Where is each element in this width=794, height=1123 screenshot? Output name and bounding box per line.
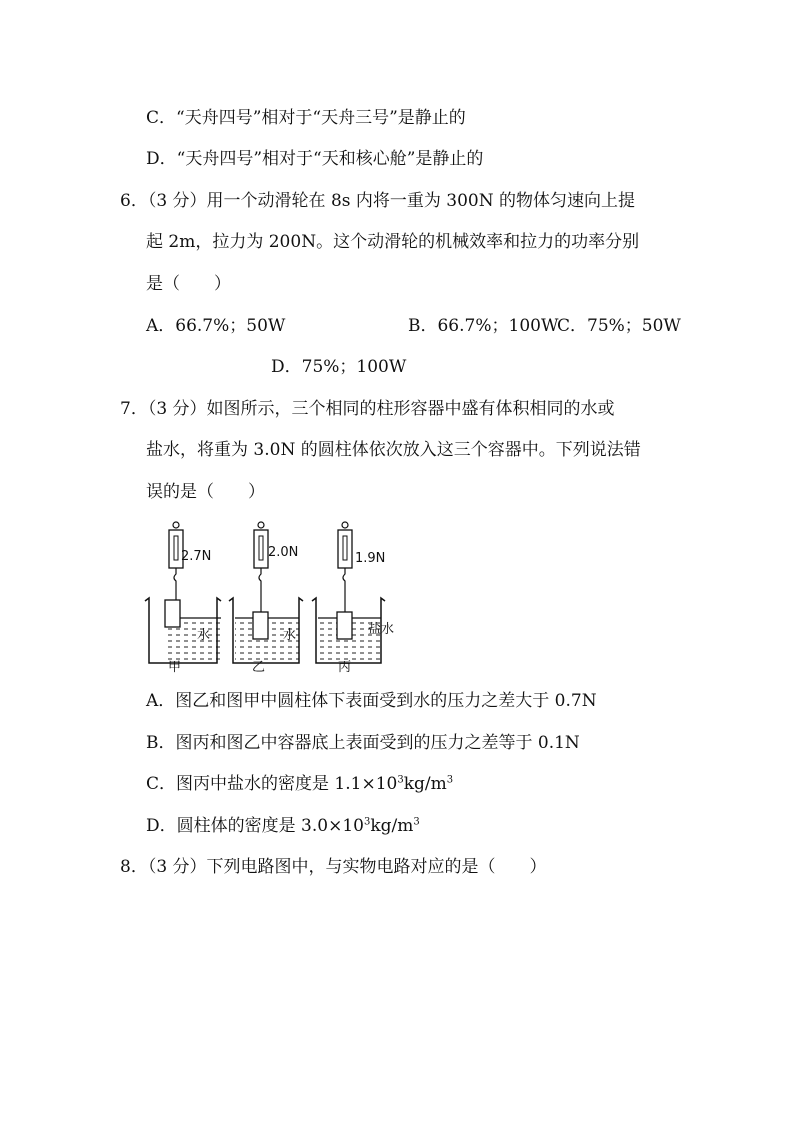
q6-stem-line1: 6．（3 分）用一个动滑轮在 8s 内将一重为 300N 的物体匀速向上提 <box>120 191 636 211</box>
caption-bing: 丙 <box>338 660 352 675</box>
q7-option-d: D．圆柱体的密度是 $3.0\times 10^3kg/m^3$ <box>146 816 420 836</box>
setup-jia <box>145 522 221 675</box>
caption-yi: 乙 <box>252 660 266 675</box>
cylinder <box>337 612 352 639</box>
q6-option-a: A．66.7%；50W <box>146 316 286 336</box>
q6-option-c: C．75%；50W <box>557 316 681 336</box>
q7-figure <box>135 518 415 678</box>
scale-reading-jia: 2.7N <box>181 549 212 564</box>
q7-option-c: C．图丙中盐水的密度是 $1.1\times 10^3kg/m^3$ <box>146 774 454 794</box>
liquid-label-yi: 水 <box>283 628 297 643</box>
scale-reading-yi: 2.0N <box>268 545 299 560</box>
liquid-label-bing: 盐水 <box>368 622 395 637</box>
q5-option-d: D．“天舟四号”相对于“天和核心舱”是静止的 <box>146 149 484 169</box>
q7-option-a: A．图乙和图甲中圆柱体下表面受到水的压力之差大于 0.7N <box>146 691 597 711</box>
q6-option-b: B．66.7%；100W <box>408 316 559 336</box>
q8-stem-line1: 8．（3 分）下列电路图中，与实物电路对应的是（ ） <box>120 857 547 877</box>
q5-option-c: C．“天舟四号”相对于“天舟三号”是静止的 <box>146 108 466 128</box>
q7-stem-line1: 7．（3 分）如图所示，三个相同的柱形容器中盛有体积相同的水或 <box>120 399 615 419</box>
q7-stem-line2: 盐水，将重为 3.0N 的圆柱体依次放入这三个容器中。下列说法错 <box>146 440 641 460</box>
q7-stem-line3: 误的是（ ） <box>146 482 265 502</box>
q6-option-d: D．75%；100W <box>271 357 407 377</box>
q6-stem-line2: 起 2m，拉力为 200N。这个动滑轮的机械效率和拉力的功率分别 <box>146 232 640 252</box>
setup-bing <box>312 522 394 675</box>
cylinder <box>253 612 268 639</box>
setup-yi <box>229 522 303 675</box>
scale-reading-bing: 1.9N <box>355 551 386 566</box>
caption-jia: 甲 <box>168 660 182 675</box>
q6-stem-line3: 是（ ） <box>146 274 231 294</box>
q7-option-b: B．图丙和图乙中容器底上表面受到的压力之差等于 0.1N <box>146 733 580 753</box>
liquid-label-jia: 水 <box>197 628 211 643</box>
cylinder <box>165 600 180 627</box>
